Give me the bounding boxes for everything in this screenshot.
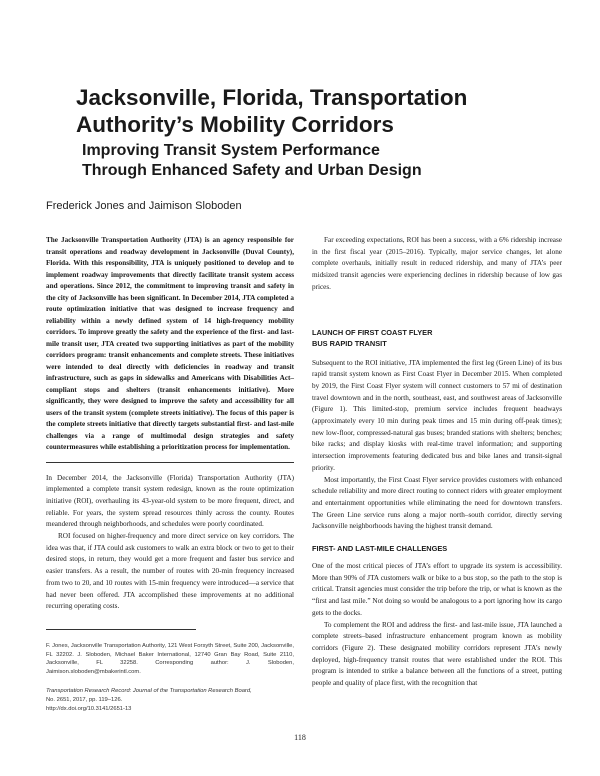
abstract-text: The Jacksonville Transportation Authority (JTA) is an agency responsible for transit operations and roadway development in Jacksonville (Duval County), Florida. With this responsibility, JTA is uniquely positioned to develop and to implement roadway improvements that directly facilitate transit system access and operations. Since 2012, the commitment to improving transit and safety in the city of Jacksonville has been significant. In December 2014, JTA completed a route optimization initiative that was designed to increase frequency and reliability within a newly defined system of 14 high-frequency mobility corridors. To improve greatly the safety and the experience of the first- and last-mile transit user, JTA created two supporting initiatives as part of the mobility corridors program: transit enhancements and complete streets. These initiatives were intended to deal directly with deficiencies in roadway and transit infrastructure, such as gaps in sidewalks and Americans with Disabilities Act–compliant stops and shelters (transit enhancements initiative). More significantly, they were designed to improve the safety and accessibility for all users of the transit system (complete streets initiative). The focus of this paper is the complete streets initiative that directly targets substantial first- and last-mile challenges via a range of multimodal design strategies and safety countermeasures while establishing a prioritization process for implementation.: [46, 236, 294, 451]
body-paragraph: To complement the ROI and address the first- and last-mile issue, JTA launched a complete streets–based infrastructure enhancement program known as mobility corridors (Figure 2). These designated mobility corridors represent JTA’s newly deployed, high-frequency transit routes that were established under the ROI. This program is intended to strike a balance between all the functions of a street, putting people and quality of place first, with the recognition that: [312, 620, 562, 688]
footnote: [46, 642, 294, 713]
heading-line-2: BUS RAPID TRANSIT: [312, 338, 387, 348]
subtitle-line-2: Through Enhanced Safety and Urban Design: [82, 162, 422, 179]
abstract: [46, 235, 294, 454]
doi-link[interactable]: http://dx.doi.org/10.3141/2651-13: [46, 705, 132, 712]
citation-details: No. 2651, 2017, pp. 119–126.: [46, 696, 123, 703]
body-paragraph: Far exceeding expectations, ROI has been a success, with a 6% ridership increase in the first fiscal year (2015–2016). Typically, major service changes, let alone complete overhauls, initially result in reduced ridership, and many of JTA’s peer midsized transit agencies were experiencing declines in ridership because of low gas prices.: [312, 236, 562, 291]
article-subtitle: [82, 141, 552, 181]
article-title: [76, 84, 546, 138]
right-column: [312, 235, 562, 690]
section-heading-first-last-mile: FIRST- AND LAST-MILE CHALLENGES: [312, 544, 448, 554]
subtitle-line-1: Improving Transit System Performance: [82, 142, 380, 159]
section-heading-first-coast-flyer: [312, 327, 562, 349]
heading-line-1: LAUNCH OF FIRST COAST FLYER: [312, 327, 433, 337]
footnote-divider: [46, 629, 196, 630]
title-line-2: Authority’s Mobility Corridors: [76, 112, 394, 137]
left-column: [46, 235, 294, 713]
body-paragraph: One of the most critical pieces of JTA’s effort to upgrade its system is accessibility. More than 90% of JTA customers walk or bike to a bus stop, so the path to the stop is critical. Transit agencies must consider the trip before the trip, or what is known as the “first and last mile.” Not doing so would be analogous to a port ignoring how its cargo gets to the docks.: [312, 562, 562, 617]
body-paragraph: ROI focused on higher-frequency and more direct service on key corridors. The idea was that, if JTA could ask customers to walk an extra block or two to get to their desired stops, in return, they would get a more frequent and faster bus service and easier transfers. As a result, the number of routes with 20-min frequency increased from two to 20, and 10 routes with 15-min frequency were introduced—a service that had never been offered. JTA accomplished these improvements at no additional recurring operating costs.: [46, 532, 294, 611]
body-paragraph: Most importantly, the First Coast Flyer service provides customers with enhanced schedule reliability and more direct routing to connect riders with greater employment and entertainment opportunities while eliminating the need for downtown transfers. The Green Line service runs along a major north–south corridor, directly serving Jacksonville neighborhoods having the highest transit demand.: [312, 475, 562, 531]
journal-citation: Transportation Research Record: Journal of the Transportation Research Board,: [46, 688, 252, 695]
author-list: Frederick Jones and Jaimison Sloboden: [46, 200, 242, 212]
author-affiliations: F. Jones, Jacksonville Transportation Authority, 121 West Forsyth Street, Suite 200, Jacksonville, FL 32202. J. Sloboden, Michael Baker International, 12740 Gran Bay Road, Suite 2110, Jacksonville, FL 32258. Corresponding author: J. Sloboden, Jaimison.sloboden@mbakerintl.com.: [46, 642, 294, 675]
body-paragraph: Subsequent to the ROI initiative, JTA implemented the first leg (Green Line) of its bus rapid transit system known as First Coast Flyer in December 2015. When completed by 2019, the First Coast Flyer system will connect customers to 57 mi of destination travel downtown and in the north, southeast, east, and southwest areas of Jacksonville (Figure 1). This limited-stop, premium service includes frequent headways (approximately every 10 min during peak times and 15 min during off-peak times); new low-floor, compressed-natural gas buses; branded stations with shelters; benches; bike racks; and display kiosks with real-time travel information; and supporting intersection improvements featuring dedicated bus and bike lanes and transit-signal priority.: [312, 358, 562, 472]
title-line-1: Jacksonville, Florida, Transportation: [76, 85, 468, 110]
body-paragraph: In December 2014, the Jacksonville (Florida) Transportation Authority (JTA) implemented a complete transit system redesign, known as the route optimization initiative (ROI), overhauling its 43-year-old system to be more frequent, direct, and reliable. For years, the system spread resources thinly across the county. Routes meandered through neighborhoods, and schedules were poorly coordinated.: [46, 473, 294, 529]
page-number: 118: [294, 733, 306, 742]
abstract-divider: [46, 462, 294, 463]
